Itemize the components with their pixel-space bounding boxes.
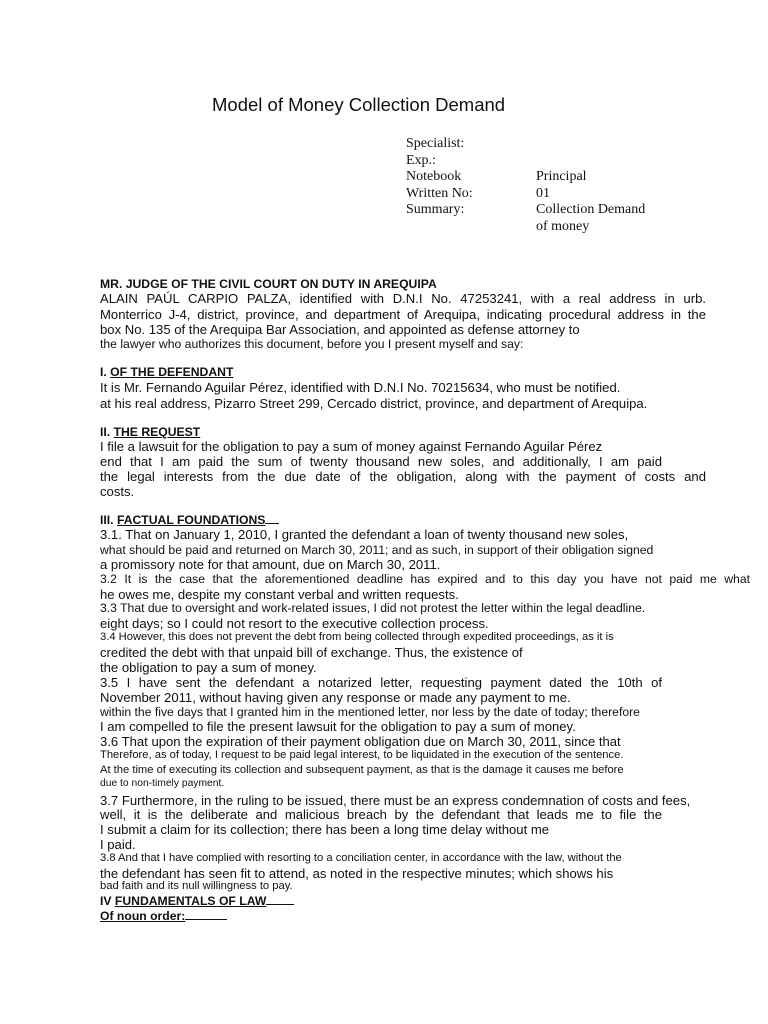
fact-line: 3.7 Furthermore, in the ruling to be issued, there must be an express condemnation of costs and fees,: [100, 792, 691, 808]
document-title: Model of Money Collection Demand: [212, 94, 506, 115]
fact-line: well, it is the deliberate and malicious breach by the defendant that leads me to file the: [100, 807, 662, 822]
fact-line: the defendant has seen fit to attend, as noted in the respective minutes; which shows his: [100, 865, 614, 881]
fact-line: a promissory note for that amount, due on March 30, 2011.: [100, 556, 441, 572]
fact-line: I paid.: [100, 836, 136, 852]
case-info-value: 01: [536, 185, 550, 201]
intro-line: ALAIN PAÚL CARPIO PALZA, identified with D.N.I No. 47253241, with a real address in urb.: [100, 291, 706, 306]
subheading-noun-order: [100, 909, 227, 923]
case-info-key: Exp.:: [406, 152, 436, 168]
fact-line: 3.3 That due to oversight and work-related issues, I did not protest the letter within the legal deadline.: [100, 600, 646, 615]
case-info-key: Notebook: [406, 169, 462, 184]
fact-line: credited the debt with that unpaid bill of exchange. Thus, the existence of: [100, 645, 523, 660]
section-number: II.: [100, 425, 111, 439]
section-heading-facts: [100, 513, 279, 527]
fact-line: he owes me, despite my constant verbal and written requests.: [100, 586, 459, 602]
section-title: FACTUAL FOUNDATIONS: [116, 513, 266, 527]
fact-line: 3.6 That upon the expiration of their payment obligation due on March 30, 2011, since that: [100, 733, 621, 749]
addressee-heading: MR. JUDGE OF THE CIVIL COURT ON DUTY IN AREQUIPA: [100, 277, 437, 291]
underline-rule: [266, 904, 294, 905]
case-info-value: Principal: [536, 169, 587, 184]
section-heading-defendant: [100, 365, 233, 379]
fact-line: the obligation to pay a sum of money.: [100, 660, 317, 675]
fact-line: 3.8 And that I have complied with resorting to a conciliation center, in accordance with the law, without the: [100, 851, 622, 864]
subheading-text: Of noun order:: [100, 909, 186, 923]
defendant-line: It is Mr. Fernando Aguilar Pérez, identified with D.N.I No. 70215634, who must be notified.: [100, 380, 621, 395]
fact-line: within the five days that I granted him in the mentioned letter, nor less by the date of today; therefore: [100, 704, 640, 719]
fact-line: At the time of executing its collection and subsequent payment, as that is the damage it causes me before: [100, 763, 624, 776]
section-title: FUNDAMENTALS OF LAW: [114, 894, 267, 908]
fact-line: I submit a claim for its collection; there has been a long time delay without me: [100, 821, 550, 837]
case-info-value: of money: [536, 218, 590, 234]
section-number: I.: [100, 365, 107, 379]
case-info-key: Summary:: [406, 202, 465, 217]
case-info-value: Collection Demand: [536, 202, 646, 217]
section-title: OF THE DEFENDANT: [110, 365, 234, 379]
intro-line: the lawyer who authorizes this document, before you I present myself and say:: [100, 337, 524, 351]
request-line: I file a lawsuit for the obligation to pay a sum of money against Fernando Aguilar Pérez: [100, 438, 603, 454]
request-line: end that I am paid the sum of twenty thousand new soles, and additionally, I am paid: [100, 453, 662, 469]
fact-line: what should be paid and returned on March 30, 2011; and as such, in support of their obligation signed: [100, 543, 654, 557]
section-number: IV: [100, 894, 112, 908]
section-heading-law: [100, 894, 294, 908]
fact-line: 3.4 However, this does not prevent the debt from being collected through expedited proceedings, as it is: [100, 630, 614, 643]
fact-line: eight days; so I could not resort to the executive collection process.: [100, 615, 489, 631]
underline-rule: [265, 523, 279, 524]
defendant-line: at his real address, Pizarro Street 299, Cercado district, province, and department of Arequipa.: [100, 395, 648, 411]
underline-rule: [185, 919, 227, 920]
fact-line: 3.5 I have sent the defendant a notarized letter, requesting payment dated the 10th of: [100, 674, 662, 690]
fact-line: I am compelled to file the present lawsuit for the obligation to pay a sum of money.: [100, 718, 576, 734]
fact-line: 3.2 It is the case that the aforementioned deadline has expired and to this day you have not paid me what: [100, 572, 750, 586]
request-line: the legal interests from the due date of the obligation, along with the payment of costs and: [100, 469, 706, 484]
section-number: III.: [100, 513, 114, 527]
fact-line: November 2011, without having given any response or made any payment to me.: [100, 689, 571, 705]
fact-line: bad faith and its null willingness to pay.: [100, 880, 293, 892]
fact-line: due to non-timely payment.: [100, 777, 225, 789]
intro-line: Monterrico J-4, district, province, and department of Arequipa, indicating procedural address in the: [100, 306, 706, 322]
fact-line: 3.1. That on January 1, 2010, I granted the defendant a loan of twenty thousand new soles,: [100, 527, 629, 542]
fact-line: Therefore, as of today, I request to be paid legal interest, to be liquidated in the execution of the sentence.: [100, 749, 624, 761]
case-info-key: Written No:: [406, 185, 473, 201]
section-heading-request: [100, 425, 200, 439]
case-info-key: Specialist:: [406, 136, 465, 151]
intro-line: box No. 135 of the Arequipa Bar Association, and appointed as defense attorney to: [100, 321, 580, 337]
section-title: THE REQUEST: [113, 425, 201, 439]
request-line: costs.: [100, 484, 135, 499]
